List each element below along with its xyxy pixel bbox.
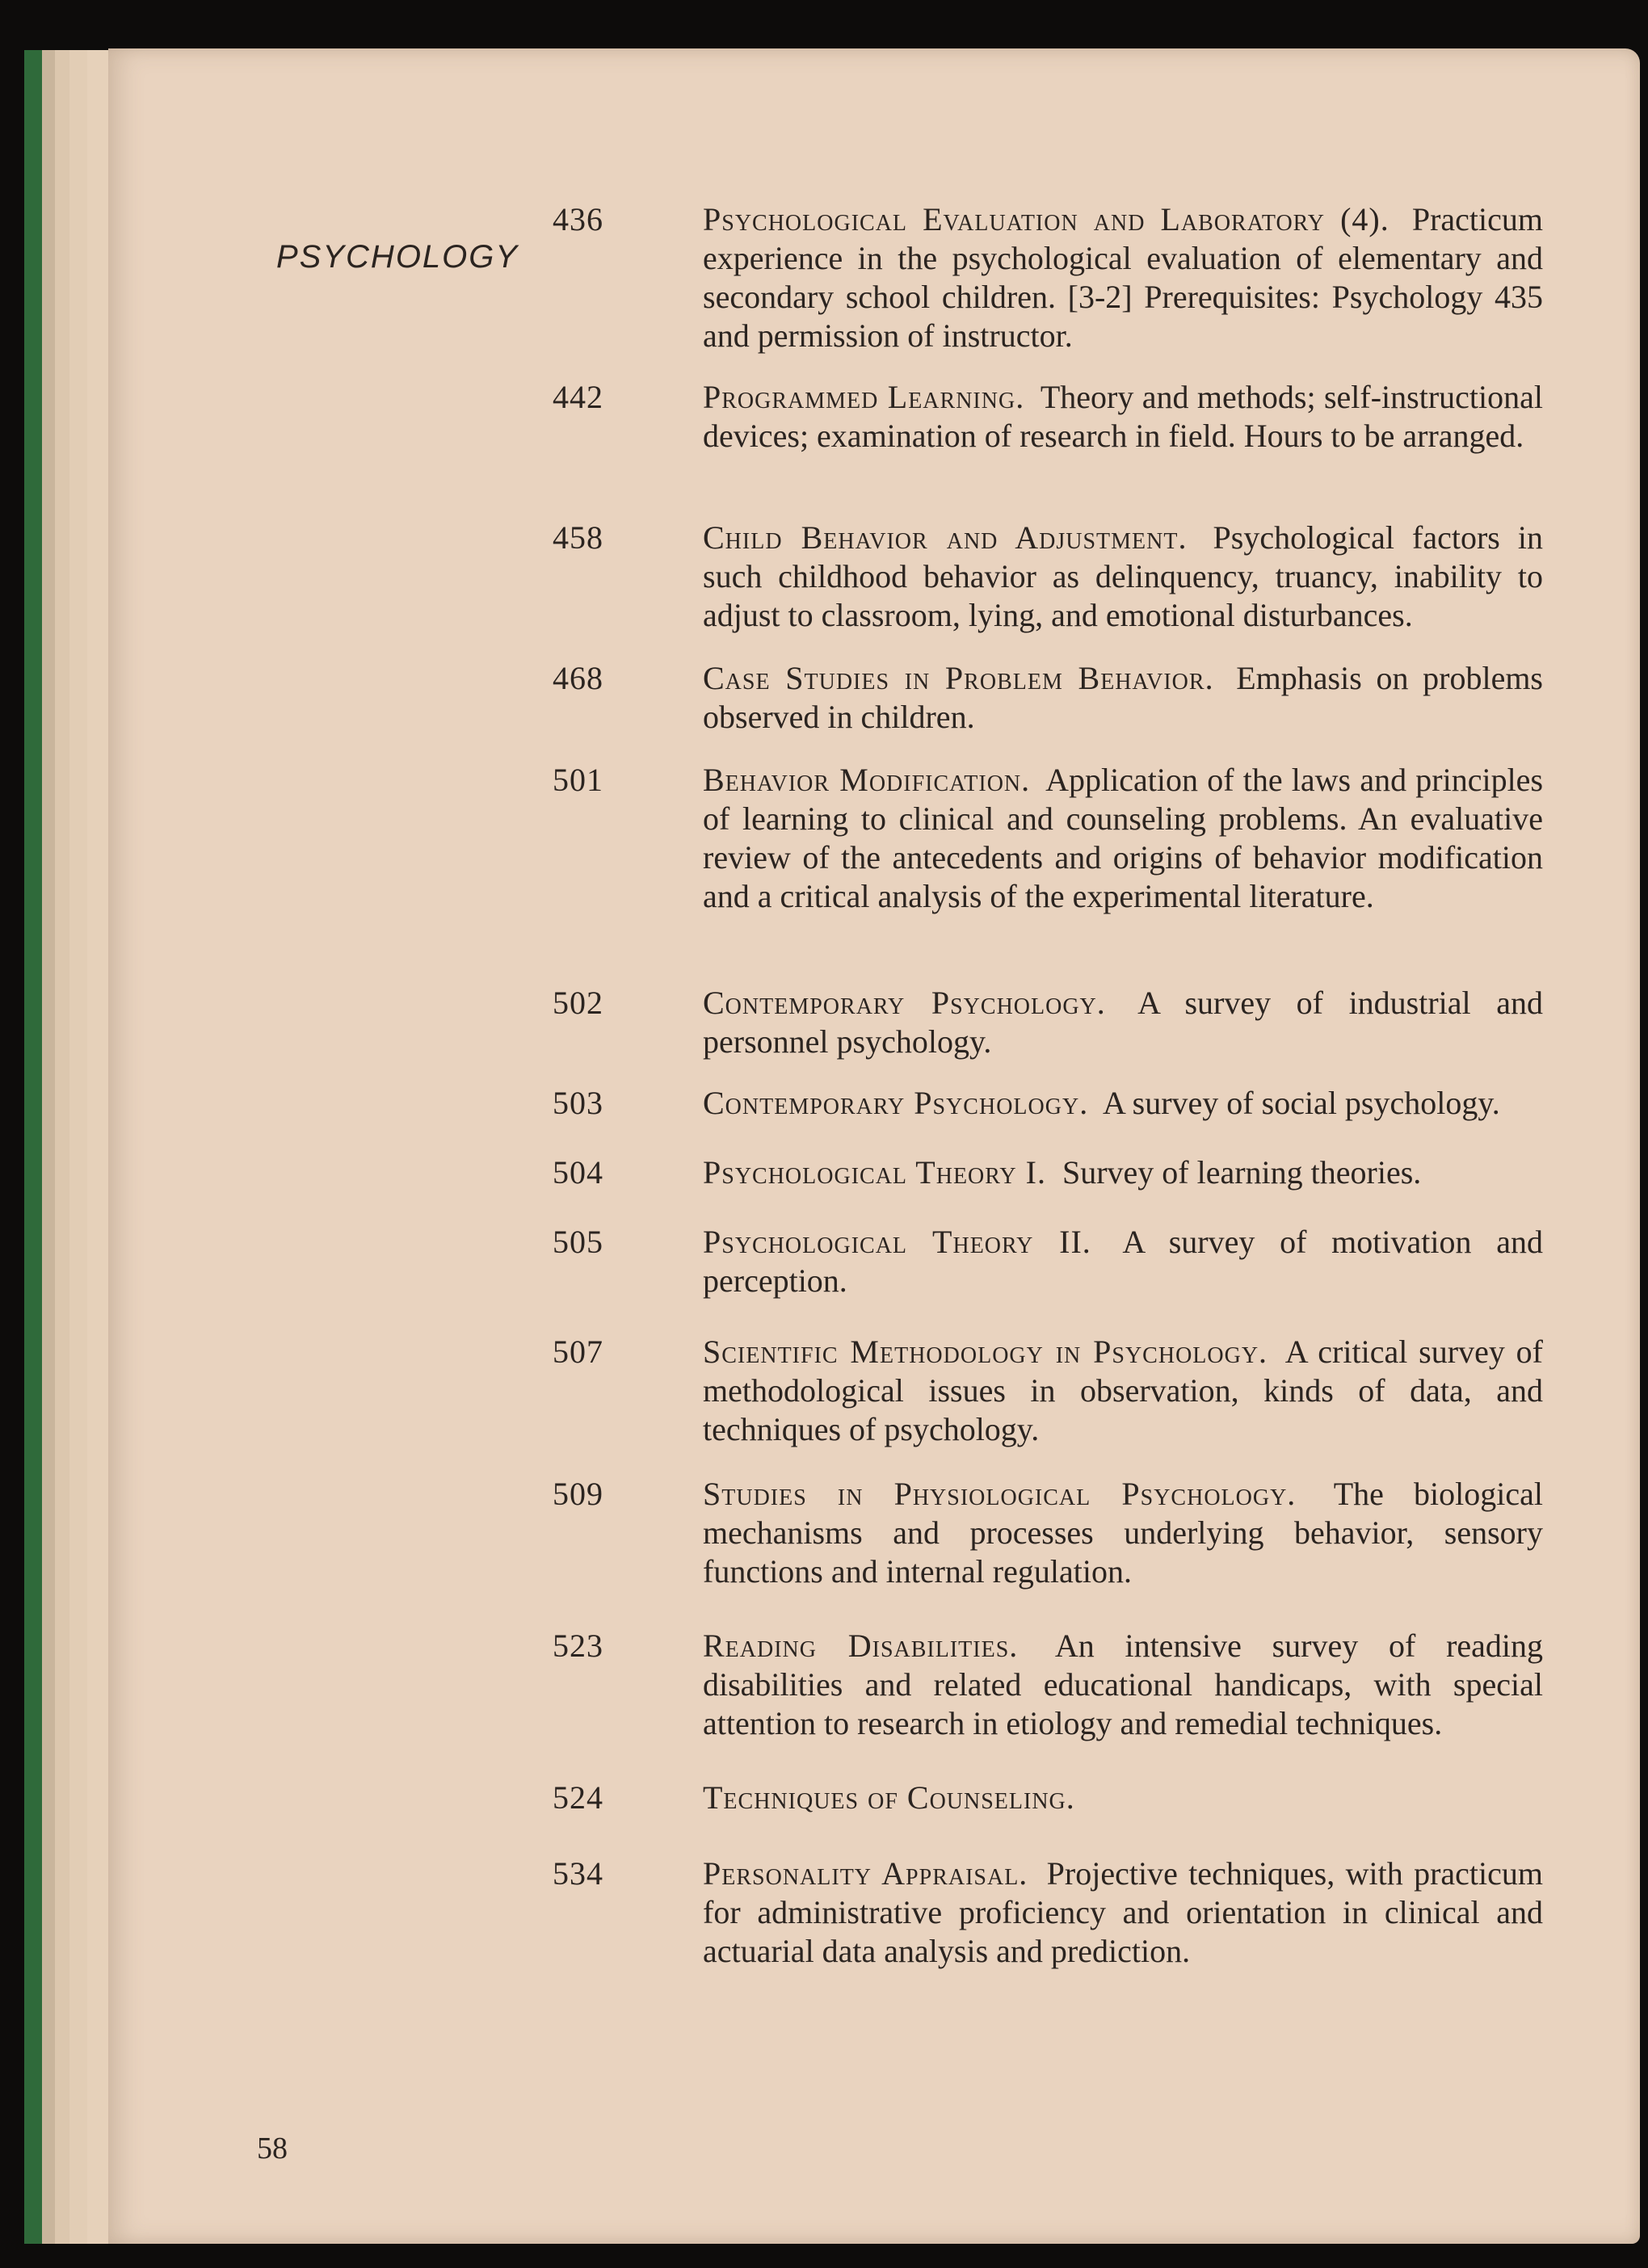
course-title: Studies in Physiological Psychology. <box>703 1476 1297 1512</box>
course-title: Personality Appraisal. <box>703 1855 1028 1892</box>
course-description: Application of the laws and principles of learning to clinical and counseling problems. An evaluative review of the antecedents and origins of behavior modification and a critical analysis of the experimental literature. <box>703 762 1544 914</box>
course-number: 507 <box>553 1334 603 1370</box>
course-body <box>703 1475 1543 1591</box>
course-number: 505 <box>553 1224 603 1260</box>
course-description: The biological mechanisms and processes underlying behavior, sensory functions and internal regulation. <box>703 1476 1543 1590</box>
course-description: A survey of industrial and personnel psychology. <box>703 985 1544 1060</box>
course-number: 534 <box>553 1855 603 1892</box>
course-body <box>703 1223 1543 1300</box>
book-edge-pages <box>69 50 89 2244</box>
course-body <box>703 378 1543 456</box>
course-body <box>703 984 1543 1061</box>
course-body <box>703 1084 1543 1123</box>
course-title: Techniques of Counseling. <box>703 1779 1075 1816</box>
course-title: Scientific Methodology in Psychology. <box>703 1334 1268 1370</box>
course-body <box>703 659 1543 737</box>
course-number: 504 <box>553 1154 603 1191</box>
course-description: Theory and methods; self-instructional devices; examination of research in field. Hours to be arranged. <box>703 379 1543 454</box>
course-body <box>703 200 1543 355</box>
course-description: A critical survey of methodological issues in observation, kinds of data, and techniques of psychology. <box>703 1334 1544 1447</box>
course-number: 502 <box>553 985 603 1021</box>
course-number: 458 <box>553 519 603 556</box>
course-description: Projective techniques, with practicum for administrative proficiency and orientation in clinical and actuarial data analysis and prediction. <box>703 1855 1543 1969</box>
course-body <box>703 519 1543 635</box>
course-description: Emphasis on problems observed in children. <box>703 660 1544 735</box>
course-body <box>703 1153 1543 1192</box>
course-body <box>703 1333 1543 1449</box>
course-title: Reading Disabilities. <box>703 1628 1019 1664</box>
course-body <box>703 1779 1543 1817</box>
course-number: 501 <box>553 762 603 798</box>
course-title: Psychological Evaluation and Laboratory (4). <box>703 201 1389 237</box>
course-number: 436 <box>553 201 603 237</box>
page-number: 58 <box>257 2132 288 2165</box>
course-body <box>703 1627 1543 1743</box>
course-description: An intensive survey of reading disabilities and related educational handicaps, with special attention to research in etiology and remedial techniques. <box>703 1628 1544 1741</box>
course-number: 523 <box>553 1628 603 1664</box>
book-edge-cover <box>24 50 44 2244</box>
course-title: Case Studies in Problem Behavior. <box>703 660 1214 696</box>
course-title: Programmed Learning. <box>703 379 1025 415</box>
course-title: Child Behavior and Adjustment. <box>703 519 1188 556</box>
course-description: Survey of learning theories. <box>1062 1154 1422 1191</box>
course-number: 509 <box>553 1476 603 1512</box>
course-number: 442 <box>553 379 603 415</box>
course-body <box>703 761 1543 916</box>
course-description: A survey of social psychology. <box>1102 1085 1500 1121</box>
book-edge-pages <box>87 50 110 2244</box>
running-head: PSYCHOLOGY <box>276 239 519 275</box>
course-number: 524 <box>553 1779 603 1816</box>
book-edge-pages <box>55 50 71 2244</box>
course-number: 468 <box>553 660 603 696</box>
course-body <box>703 1854 1543 1971</box>
course-title: Contemporary Psychology. <box>703 985 1106 1021</box>
course-title: Behavior Modification. <box>703 762 1031 798</box>
course-description: A survey of motivation and perception. <box>703 1224 1544 1299</box>
course-title: Psychological Theory II. <box>703 1224 1091 1260</box>
course-title: Contemporary Psychology. <box>703 1085 1089 1121</box>
course-description: Practicum experience in the psychological evaluation of elementary and secondary school children. [3-2] Prerequisites: Psychology 435 and permission of instructor. <box>703 201 1544 354</box>
course-description: Psychological factors in such childhood behavior as delinquency, truancy, inability to adjust to classroom, lying, and emotional disturbances. <box>703 519 1544 633</box>
course-number: 503 <box>553 1085 603 1121</box>
course-title: Psychological Theory I. <box>703 1154 1046 1191</box>
catalog-page <box>108 48 1640 2244</box>
